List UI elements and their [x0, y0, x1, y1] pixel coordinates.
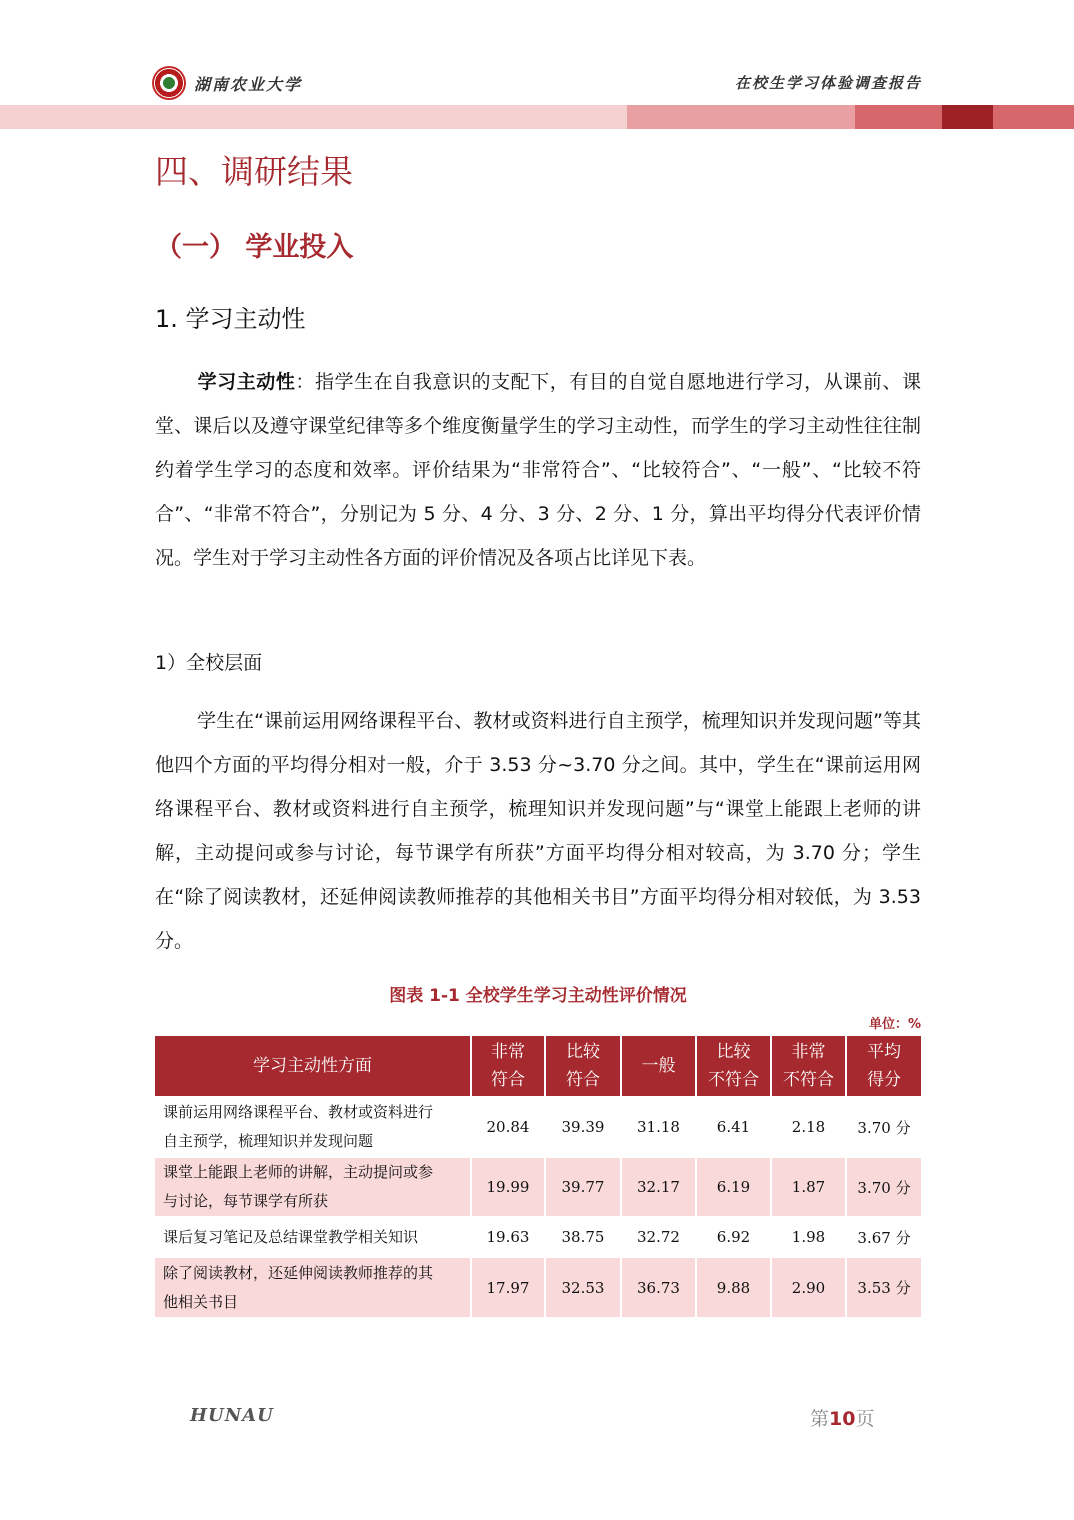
row-aspect: 课堂上能跟上老师的讲解，主动提问或参 与讨论，每节课学有所获 [155, 1157, 471, 1217]
cell-average: 3.70 分 [846, 1157, 921, 1217]
cell-value: 17.97 [471, 1257, 545, 1317]
cell-value: 32.53 [545, 1257, 621, 1317]
header-average: 平均 得分 [846, 1036, 921, 1097]
cell-value: 19.99 [471, 1157, 545, 1217]
header-band-mid [627, 105, 855, 129]
table-unit: 单位：% [868, 1017, 921, 1032]
cell-value: 20.84 [471, 1097, 545, 1157]
header-band-light [0, 105, 627, 129]
definition-term: 学习主动性 [197, 371, 296, 393]
table-header-row [155, 1036, 921, 1097]
header-agree: 比较 符合 [545, 1036, 621, 1097]
header-disagree: 比较 不符合 [696, 1036, 771, 1097]
header-very-disagree: 非常 不符合 [771, 1036, 846, 1097]
cell-value: 36.73 [621, 1257, 696, 1317]
cell-value: 19.63 [471, 1217, 545, 1257]
cell-value: 39.77 [545, 1157, 621, 1217]
page-header [0, 0, 1074, 130]
header-band-dark [942, 105, 993, 129]
cell-value: 9.88 [696, 1257, 771, 1317]
cell-value: 32.72 [621, 1217, 696, 1257]
findings-text: 学生在“课前运用网络课程平台、教材或资料进行自主预学，梳理知识并发现问题”等其他四个方面的平均得分相对一般，介于 3.53 分~3.70 分之间。其中，学生在“课前运用网络课程平台、教材或资料进行自主预学，梳理知识并发现问题”与“课堂上能跟上老师的讲解，主动提问或参与讨论，每节课学有所获”方面平均得分相对较高，为 3.70 分；学生在“除了阅读教材，还延伸阅读教师推荐的其他相关书目”方面平均得分相对较低，为 3.53 分。 [155, 710, 921, 952]
cell-value: 2.18 [771, 1097, 846, 1157]
cell-value: 1.98 [771, 1217, 846, 1257]
cell-average: 3.70 分 [846, 1097, 921, 1157]
topic-heading: 1. 学习主动性 [155, 305, 306, 333]
footer-logo: HUNAU [190, 1405, 274, 1426]
cell-average: 3.53 分 [846, 1257, 921, 1317]
table-row [155, 1217, 921, 1257]
header-band-rose [855, 105, 942, 129]
evaluation-table [155, 1036, 921, 1317]
university-name: 湖南农业大学 [194, 75, 303, 94]
header-aspect: 学习主动性方面 [155, 1036, 471, 1097]
row-aspect: 课前运用网络课程平台、教材或资料进行 自主预学，梳理知识并发现问题 [155, 1097, 471, 1157]
definition-text: ：指学生在自我意识的支配下，有目的自觉自愿地进行学习，从课前、课堂、课后以及遵守课堂纪律等多个维度衡量学生的学习主动性，而学生的学习主动性往往制约着学生学习的态度和效率。评价结果为“非常符合”、“比较符合”、“一般”、“比较不符合”、“非常不符合”，分别记为 5 分、4 分、3 分、2 分、1 分，算出平均得分代表评价情况。学生对于学习主动性各方面的评价情况及各项占比详见下表。 [155, 371, 921, 569]
header-band-end [993, 105, 1074, 129]
cell-value: 38.75 [545, 1217, 621, 1257]
cell-value: 6.92 [696, 1217, 771, 1257]
cell-average: 3.67 分 [846, 1217, 921, 1257]
row-aspect: 课后复习笔记及总结课堂教学相关知识 [155, 1217, 471, 1257]
section-heading: 四、调研结果 [155, 152, 353, 191]
cell-value: 2.90 [771, 1257, 846, 1317]
header-very-agree: 非常 符合 [471, 1036, 545, 1097]
university-seal-icon [152, 66, 186, 100]
cell-value: 32.17 [621, 1157, 696, 1217]
definition-paragraph [155, 360, 921, 580]
findings-paragraph [155, 699, 921, 963]
cell-value: 1.87 [771, 1157, 846, 1217]
subsection-heading: （一） 学业投入 [155, 232, 354, 263]
header-neutral: 一般 [621, 1036, 696, 1097]
row-aspect: 除了阅读教材，还延伸阅读教师推荐的其 他相关书目 [155, 1257, 471, 1317]
page-number: 第10页 [810, 1408, 875, 1430]
table-row [155, 1257, 921, 1317]
report-title: 在校生学习体验调查报告 [734, 74, 922, 92]
cell-value: 31.18 [621, 1097, 696, 1157]
cell-value: 6.19 [696, 1157, 771, 1217]
level-heading: 1）全校层面 [155, 652, 263, 674]
table-row [155, 1097, 921, 1157]
cell-value: 6.41 [696, 1097, 771, 1157]
table-row [155, 1157, 921, 1217]
table-caption: 图表 1-1 全校学生学习主动性评价情况 [389, 986, 687, 1006]
cell-value: 39.39 [545, 1097, 621, 1157]
